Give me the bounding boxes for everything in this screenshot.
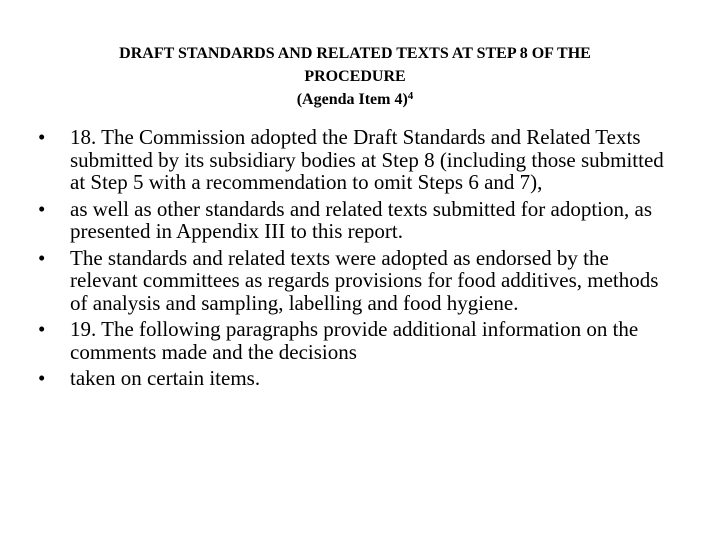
list-item — [0, 318, 700, 363]
bullet-icon: • — [38, 125, 46, 149]
list-item — [0, 126, 700, 194]
list-item — [0, 367, 700, 390]
bullet-icon: • — [38, 196, 46, 221]
bullet-text: as well as other standards and related texts submitted for adoption, as presented in Appendix III to this report. — [70, 196, 653, 243]
bullet-text: 19. The following paragraphs provide additional information on the comments made and the decisions — [70, 317, 639, 364]
heading-line-2: PROCEDURE — [304, 68, 406, 85]
heading-line-1: DRAFT STANDARDS AND RELATED TEXTS AT STEP 8 OF THE — [119, 45, 591, 62]
bullet-list — [0, 126, 700, 394]
list-item — [0, 198, 700, 243]
slide-heading — [40, 42, 670, 111]
agenda-item-label: (Agenda Item 4) — [296, 91, 408, 108]
list-item — [0, 247, 700, 315]
bullet-text: The standards and related texts were adopted as endorsed by the relevant committees as regards provisions for food additives, methods of analysis and sampling, labelling and food hygiene. — [70, 245, 659, 315]
bullet-text: 18. The Commission adopted the Draft Standards and Related Texts submitted by its subsidiary bodies at Step 8 (including those submitted at Step 5 with a recommendation to omit Steps 6 and 7), — [70, 125, 664, 194]
bullet-text: taken on certain items. — [70, 366, 261, 390]
footnote-marker: 4 — [407, 90, 414, 102]
bullet-icon: • — [38, 317, 46, 341]
heading-line-3 — [40, 88, 670, 111]
bullet-icon: • — [38, 366, 46, 390]
bullet-icon: • — [38, 245, 46, 270]
